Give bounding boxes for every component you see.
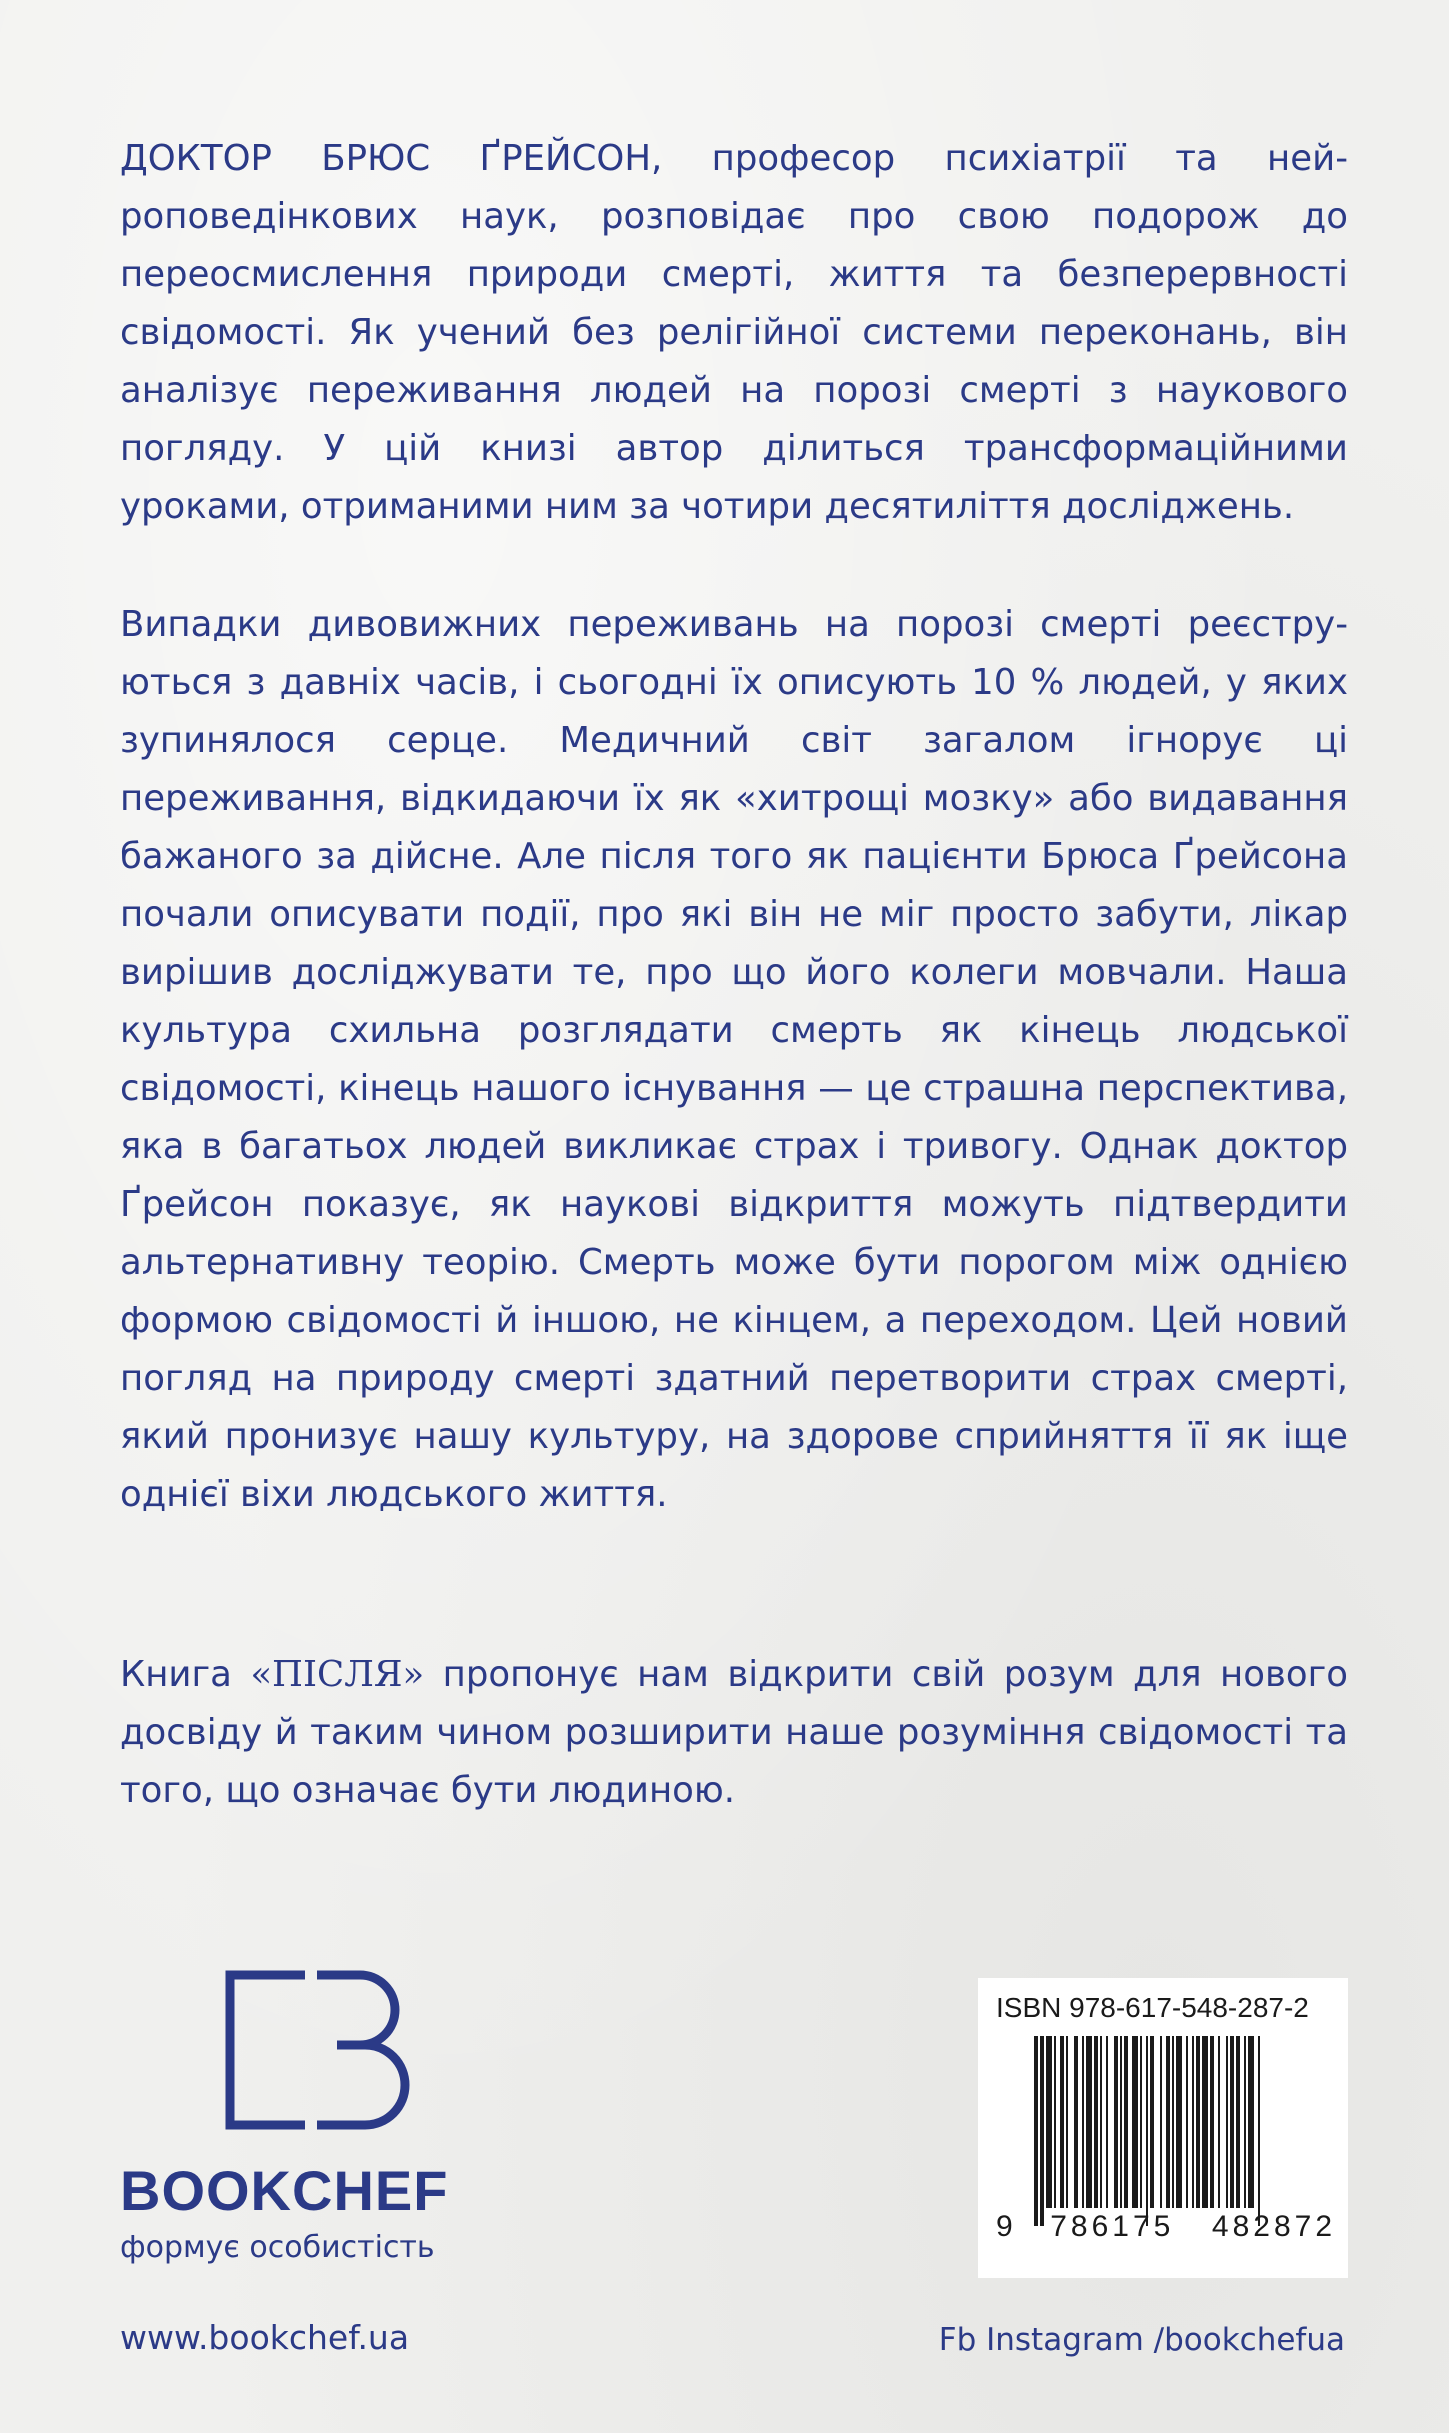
- barcode-bar: [1046, 2036, 1052, 2208]
- barcode-bar: [1258, 2036, 1260, 2226]
- description-paragraph-1: ДОКТОР БРЮС ҐРЕЙСОН, професор психіатрії та нейроповедінкових наук, розповідає про свою подорож до переосмислення природи смерті, життя та безперервності свідомості. Як учений без релігійної системи переконань, він аналізує переживання людей на порозі смерті з наукового погляду. У цій книзі автор ділиться трансформаційними уроками, отриманими ним за чотири десятиліття досліджень.: [120, 138, 1348, 527]
- barcode-bar: [1082, 2036, 1084, 2208]
- bookchef-logo-icon: [225, 1970, 415, 2130]
- barcode-bar: [1202, 2036, 1208, 2208]
- barcode-bar: [1094, 2036, 1098, 2208]
- barcode-bar: [1132, 2036, 1138, 2208]
- barcode-bar: [1196, 2036, 1200, 2208]
- barcode-bar: [1124, 2036, 1128, 2208]
- barcode-bar: [1060, 2036, 1064, 2208]
- description-paragraph-2: Випадки дивовижних переживань на порозі смерті реєструються з давніх часів, і сьогодні їх описують 10 % людей, у яких зупинялося серце. Медичний світ загалом ігнорує ці переживання, відкидаючи їх як «хитрощі мозку» або видавання бажаного за дійсне. Але після того як пацієнти Брюса Ґрейсона почали описувати події, про які він не міг просто забути, лікар вирішив досліджувати те, про що його колеги мовчали. Наша культура схильна розглядати смерть як кінець людської свідомості, кінець нашого існування — це страшна перспектива, яка в багатьох людей викликає страх і тривогу. Однак доктор Ґрейсон показує, як наукові відкриття можуть підтвердити альтернативну теорію. Смерть може бути порогом між однією формою свідомості й іншою, не кінцем, а переходом. Цей новий погляд на природу смерті здатний перетворити страх смерті, який пронизує нашу культуру, на здорове сприйняття її як іще однієї віхи людського життя.: [120, 604, 1348, 1515]
- barcode-icon: [1034, 2036, 1292, 2226]
- barcode-bar: [1210, 2036, 1214, 2208]
- barcode-bar: [1100, 2036, 1102, 2208]
- barcode-bar: [1230, 2036, 1234, 2208]
- barcode-bar: [1166, 2036, 1170, 2208]
- barcode-bar: [1120, 2036, 1122, 2208]
- barcode-bar: [1140, 2036, 1142, 2208]
- barcode-bar: [1192, 2036, 1194, 2208]
- publisher-website: www.bookchef.ua: [120, 2318, 410, 2357]
- barcode-bar: [1074, 2036, 1078, 2208]
- isbn-barcode-box: [978, 1978, 1348, 2278]
- barcode-bar: [1034, 2036, 1038, 2226]
- barcode-bar: [1150, 2036, 1154, 2208]
- barcode-bar: [1172, 2036, 1174, 2208]
- barcode-bar: [1054, 2036, 1056, 2208]
- barcode-bar: [1040, 2036, 1044, 2226]
- barcode-digits: [996, 2210, 1336, 2244]
- barcode-bar: [1114, 2036, 1118, 2208]
- description-paragraph-3: [120, 1646, 1348, 1820]
- book-title: «ПІСЛЯ»: [250, 1654, 425, 1695]
- barcode-bar: [1248, 2036, 1254, 2208]
- paragraph-3-rest: пропонує нам відкрити свій розум для нового досвіду й таким чином розширити наше розуміння свідомості та того, що означає бути людиною.: [120, 1654, 1348, 1811]
- barcode-bar: [1218, 2036, 1220, 2208]
- barcode-bar: [1176, 2036, 1182, 2208]
- barcode-bar: [1186, 2036, 1188, 2208]
- barcode-bar: [1086, 2036, 1092, 2208]
- barcode-bar: [1160, 2036, 1162, 2208]
- barcode-bar: [1236, 2036, 1240, 2208]
- barcode-bar: [1226, 2036, 1228, 2208]
- publisher-social: Fb Instagram /bookchefua: [938, 2322, 1345, 2358]
- barcode-digit-group: 482872: [1211, 2210, 1336, 2243]
- isbn-label: ISBN 978-617-548-287-2: [996, 1992, 1309, 2023]
- barcode-bar: [1106, 2036, 1108, 2208]
- barcode-bar: [1066, 2036, 1068, 2208]
- barcode-digit-group: 9: [996, 2210, 1013, 2243]
- publisher-tagline: формує особистість: [120, 2230, 435, 2265]
- paragraph-3-lead: Книга: [120, 1654, 251, 1695]
- publisher-name: BOOKCHEF: [120, 2159, 449, 2222]
- barcode-bar: [1244, 2036, 1246, 2208]
- barcode-digit-group: 786175: [1050, 2210, 1175, 2243]
- barcode-bar: [1146, 2036, 1148, 2226]
